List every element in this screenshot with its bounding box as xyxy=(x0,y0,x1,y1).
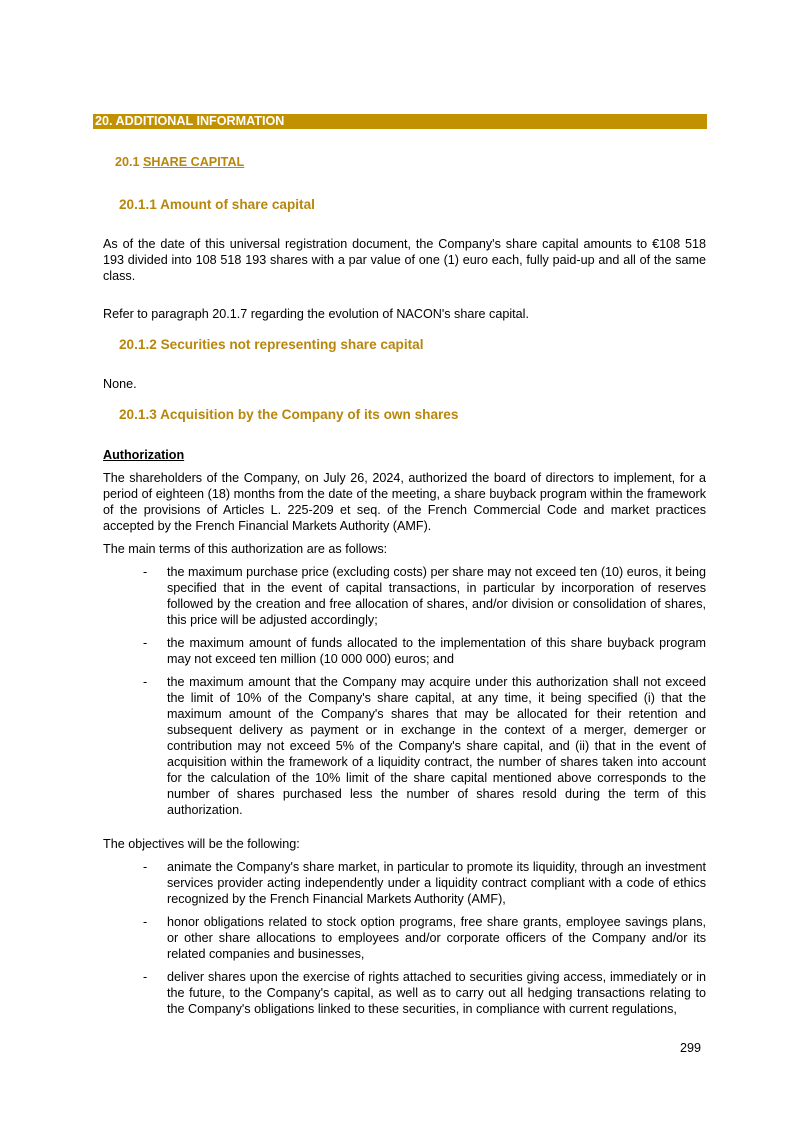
section-title: SHARE CAPITAL xyxy=(143,155,245,169)
subsection-heading-acquisition: 20.1.3 Acquisition by the Company of its own shares xyxy=(119,407,459,422)
paragraph-none: None. xyxy=(103,377,137,391)
dash-bullet: - xyxy=(143,915,148,929)
list-item xyxy=(103,564,706,628)
paragraph-refer: Refer to paragraph 20.1.7 regarding the evolution of NACON's share capital. xyxy=(103,307,529,321)
list-item-text: honor obligations related to stock option programs, free share grants, employee savings plans, or other share allocations to employees and/or corporate officers of the Company and/or its related companies and businesses, xyxy=(167,915,706,961)
dash-bullet: - xyxy=(143,565,148,579)
authorization-label: Authorization xyxy=(103,448,185,462)
section-number: 20.1 xyxy=(115,155,144,169)
paragraph-objectives: The objectives will be the following: xyxy=(103,837,300,851)
list-item-text: deliver shares upon the exercise of rights attached to securities giving access, immediately or in the future, to the Company's capital, as well as to carry out all hedging transactions relating to the Company's obligations linked to these securities, in compliance with current regulations, xyxy=(167,970,706,1016)
list-item xyxy=(103,914,706,962)
list-item-text: the maximum amount of funds allocated to the implementation of this share buyback program may not exceed ten million (10 000 000) euros; and xyxy=(167,636,706,666)
list-item xyxy=(103,969,706,1017)
list-item xyxy=(103,859,706,907)
list-item-text: the maximum purchase price (excluding costs) per share may not exceed ten (10) euros, it being specified that in the event of capital transactions, in particular by incorporation of reserves followed by the creation and free allocation of shares, and/or division or consolidation of shares, this price will be adjusted accordingly; xyxy=(167,565,706,627)
subsection-heading-amount: 20.1.1 Amount of share capital xyxy=(119,197,315,212)
dash-bullet: - xyxy=(143,636,148,650)
paragraph-share-capital-amount: As of the date of this universal registration document, the Company's share capital amounts to €108 518 193 divided into 108 518 193 shares with a par value of one (1) euro each, fully paid-up and all of the same class. xyxy=(103,237,706,283)
list-item-text: the maximum amount that the Company may acquire under this authorization shall not exceed the limit of 10% of the Company's share capital, at any time, it being specified (i) that the maximum amount of the Company's shares that may be allocated for their retention and subsequent delivery as payment or in exchange in the context of a merger, demerger or contribution may not exceed 5% of the Company's share capital, and (ii) that in the event of acquisition within the framework of a liquidity contract, the number of shares taken into account for the calculation of the 10% limit of the share capital mentioned above corresponds to the number of shares purchased less the number of shares resold during the term of this authorization. xyxy=(167,675,706,817)
list-item xyxy=(103,635,706,667)
section-heading xyxy=(115,154,244,170)
dash-bullet: - xyxy=(143,970,148,984)
paragraph-authorization: The shareholders of the Company, on July 26, 2024, authorized the board of directors to implement, for a period of eighteen (18) months from the date of the meeting, a share buyback program within the framework of the provisions of Articles L. 225-209 et seq. of the French Commercial Code and market practices accepted by the French Financial Markets Authority (AMF). xyxy=(103,471,706,533)
page-number: 299 xyxy=(680,1041,702,1055)
subsection-heading-securities: 20.1.2 Securities not representing share capital xyxy=(119,337,424,352)
chapter-banner: 20. ADDITIONAL INFORMATION xyxy=(93,114,707,129)
list-item-text: animate the Company's share market, in particular to promote its liquidity, through an investment services provider acting independently under a liquidity contract compliant with a code of ethics recognized by the French Financial Markets Authority (AMF), xyxy=(167,860,706,906)
terms-list xyxy=(103,564,706,825)
dash-bullet: - xyxy=(143,860,148,874)
objectives-list xyxy=(103,859,706,1024)
dash-bullet: - xyxy=(143,675,148,689)
list-item xyxy=(103,674,706,818)
paragraph-main-terms: The main terms of this authorization are as follows: xyxy=(103,542,388,556)
